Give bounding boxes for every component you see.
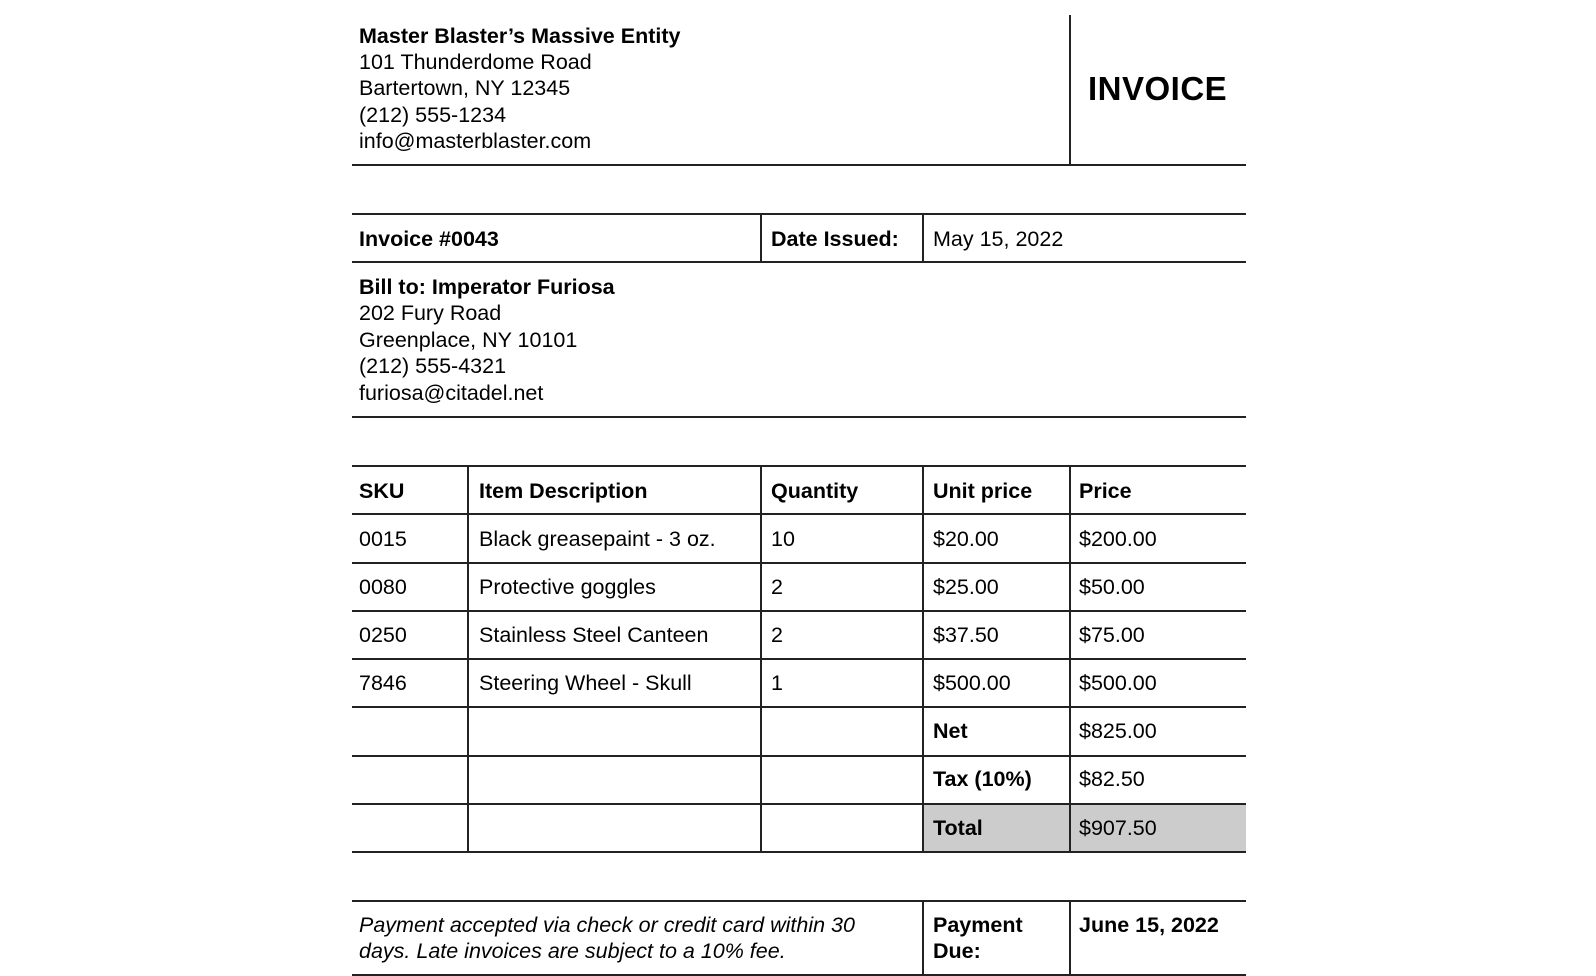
company-email: info@masterblaster.com [359,129,592,153]
table-rule-3 [352,610,1246,612]
table-rule-8 [352,851,1246,853]
invoice-title: INVOICE [1088,70,1228,107]
row-4-sku: 7846 [359,671,407,695]
payment-due-value: June 15, 2022 [1079,913,1219,937]
row-1-sku: 0015 [359,527,407,551]
row-2-unit-price: $25.00 [933,575,999,599]
company-phone: (212) 555-1234 [359,103,507,127]
company-name: Master Blaster’s Massive Entity [359,24,681,48]
row-3-price: $75.00 [1079,623,1145,647]
payment-due-label-line1: Payment [933,913,1023,937]
footer-divider-2 [1069,900,1071,975]
row-4-unit-price: $500.00 [933,671,1011,695]
table-rule-4 [352,658,1246,660]
row-1-unit-price: $20.00 [933,527,999,551]
company-address-line1: 101 Thunderdome Road [359,50,592,74]
table-col-divider-3 [922,465,924,852]
bill-to-bottom-rule [352,416,1246,418]
header-bottom-rule [352,164,1246,166]
row-2-description: Protective goggles [479,575,656,599]
company-address-line2: Bartertown, NY 12345 [359,76,571,100]
row-3-description: Stainless Steel Canteen [479,623,709,647]
col-header-unit-price: Unit price [933,479,1033,503]
tax-value: $82.50 [1079,767,1145,791]
invoice-number: Invoice #0043 [359,227,499,251]
footer-divider-1 [922,900,924,975]
row-1-quantity: 10 [771,527,795,551]
col-header-description: Item Description [479,479,648,503]
bill-to-email: furiosa@citadel.net [359,381,544,405]
meta-divider-1 [760,213,762,262]
col-header-sku: SKU [359,479,405,503]
row-3-sku: 0250 [359,623,407,647]
table-rule-5 [352,706,1246,708]
table-rule-1 [352,513,1246,515]
bill-to-address-line1: 202 Fury Road [359,301,502,325]
payment-due-label-line2: Due: [933,939,981,963]
total-label: Total [933,816,983,840]
table-rule-7 [352,803,1246,805]
table-col-divider-1 [467,465,469,852]
payment-terms-line2: days. Late invoices are subject to a 10% fee. [359,939,786,963]
table-rule-0 [352,465,1246,467]
col-header-price: Price [1079,479,1132,503]
footer-top-rule [352,900,1246,902]
bill-to-phone: (212) 555-4321 [359,354,507,378]
net-value: $825.00 [1079,719,1157,743]
row-4-quantity: 1 [771,671,783,695]
bill-to-heading: Bill to: Imperator Furiosa [359,275,615,299]
tax-label: Tax (10%) [933,767,1032,791]
row-2-sku: 0080 [359,575,407,599]
net-label: Net [933,719,968,743]
col-header-quantity: Quantity [771,479,859,503]
table-rule-2 [352,562,1246,564]
row-4-description: Steering Wheel - Skull [479,671,692,695]
table-col-divider-2 [760,465,762,852]
header-divider [1069,15,1071,165]
table-col-divider-4 [1069,465,1071,852]
date-issued-label: Date Issued: [771,227,899,251]
bill-to-address-line2: Greenplace, NY 10101 [359,328,578,352]
row-1-description: Black greasepaint - 3 oz. [479,527,716,551]
row-4-price: $500.00 [1079,671,1157,695]
row-2-quantity: 2 [771,575,783,599]
meta-divider-2 [922,213,924,262]
meta-bottom-rule [352,261,1246,263]
payment-terms-line1: Payment accepted via check or credit card within 30 [359,913,855,937]
row-1-price: $200.00 [1079,527,1157,551]
row-3-unit-price: $37.50 [933,623,999,647]
date-issued-value: May 15, 2022 [933,227,1064,251]
meta-top-rule [352,213,1246,215]
row-2-price: $50.00 [1079,575,1145,599]
table-rule-6 [352,755,1246,757]
total-value: $907.50 [1079,816,1157,840]
row-3-quantity: 2 [771,623,783,647]
